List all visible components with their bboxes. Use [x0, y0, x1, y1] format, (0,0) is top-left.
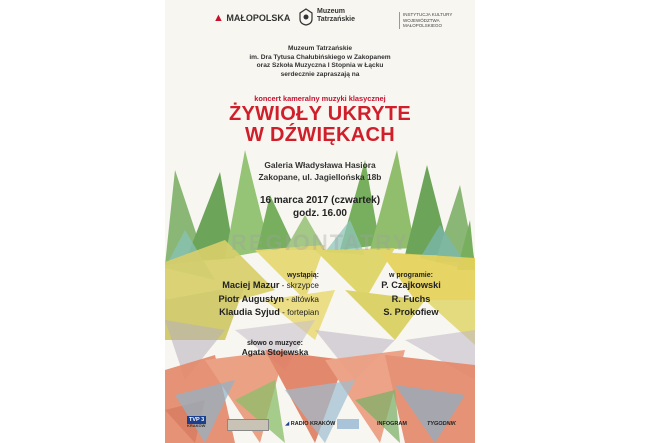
sponsor-logo-box — [227, 419, 269, 431]
watermark: REGIONTATRY — [230, 230, 410, 255]
words-speaker: Agata Stojewska — [241, 347, 309, 357]
muzeum-crest-icon — [299, 8, 313, 26]
radio-wave-icon: ◢ — [285, 421, 290, 427]
performers — [199, 272, 319, 320]
malopolska-mark-icon: ▲ — [213, 12, 224, 24]
poster — [165, 0, 475, 443]
concert-title: ŻYWIOŁY UKRYTE W DŹWIĘKACH — [229, 103, 411, 146]
words-about-music — [225, 340, 325, 358]
invitation-text: Muzeum Tatrzańskie im. Dra Tytusa Chałubińskiego w Zakopanem oraz Szkoła Muzyczna I Stopnia w Łącku serdecznie zapraszają na — [249, 45, 391, 78]
malopolska-logo: ▲ MAŁOPOLSKA — [213, 12, 291, 24]
program — [371, 272, 451, 320]
infogram-logo: INFOGRAM — [377, 421, 407, 427]
composer-item: R. Fuchs — [391, 293, 431, 304]
program-label: w programie: — [389, 272, 433, 279]
sponsor-logos — [165, 415, 475, 439]
instytucja-kultury-logo: INSTYTUCJA KULTURY WOJEWÓDZTWA MAŁOPOLSKIEGO — [399, 12, 452, 29]
performer-item: Piotr Augustyn - altówka — [218, 293, 319, 304]
tygodnik-logo: TYGODNIK — [427, 421, 457, 427]
tvp-logo: TVP 3 KRAKÓW — [187, 417, 206, 428]
performers-label: wystąpią: — [287, 272, 319, 279]
performer-item: Klaudia Syjud - fortepian — [219, 307, 319, 317]
composer-item: P. Czajkowski — [381, 280, 441, 290]
composer-item: S. Prokofiew — [383, 307, 439, 317]
header-logos — [165, 6, 475, 34]
performer-item: Maciej Mazur - skrzypce — [222, 280, 319, 290]
muzeum-tatrzanskie-logo: Muzeum Tatrzańskie — [317, 8, 355, 24]
concert-subtitle: koncert kameralny muzyki klasycznej — [254, 94, 386, 103]
words-label: słowo o muzyce: — [246, 340, 303, 347]
radio-krakow-logo: ◢ RADIO KRAKÓW — [285, 421, 336, 427]
event-date: 16 marca 2017 (czwartek) godz. 16.00 — [259, 195, 381, 219]
venue: Galeria Władysława Hasiora Zakopane, ul. Jagiellońska 18b — [258, 160, 382, 182]
sponsor-logo-box — [337, 419, 359, 429]
